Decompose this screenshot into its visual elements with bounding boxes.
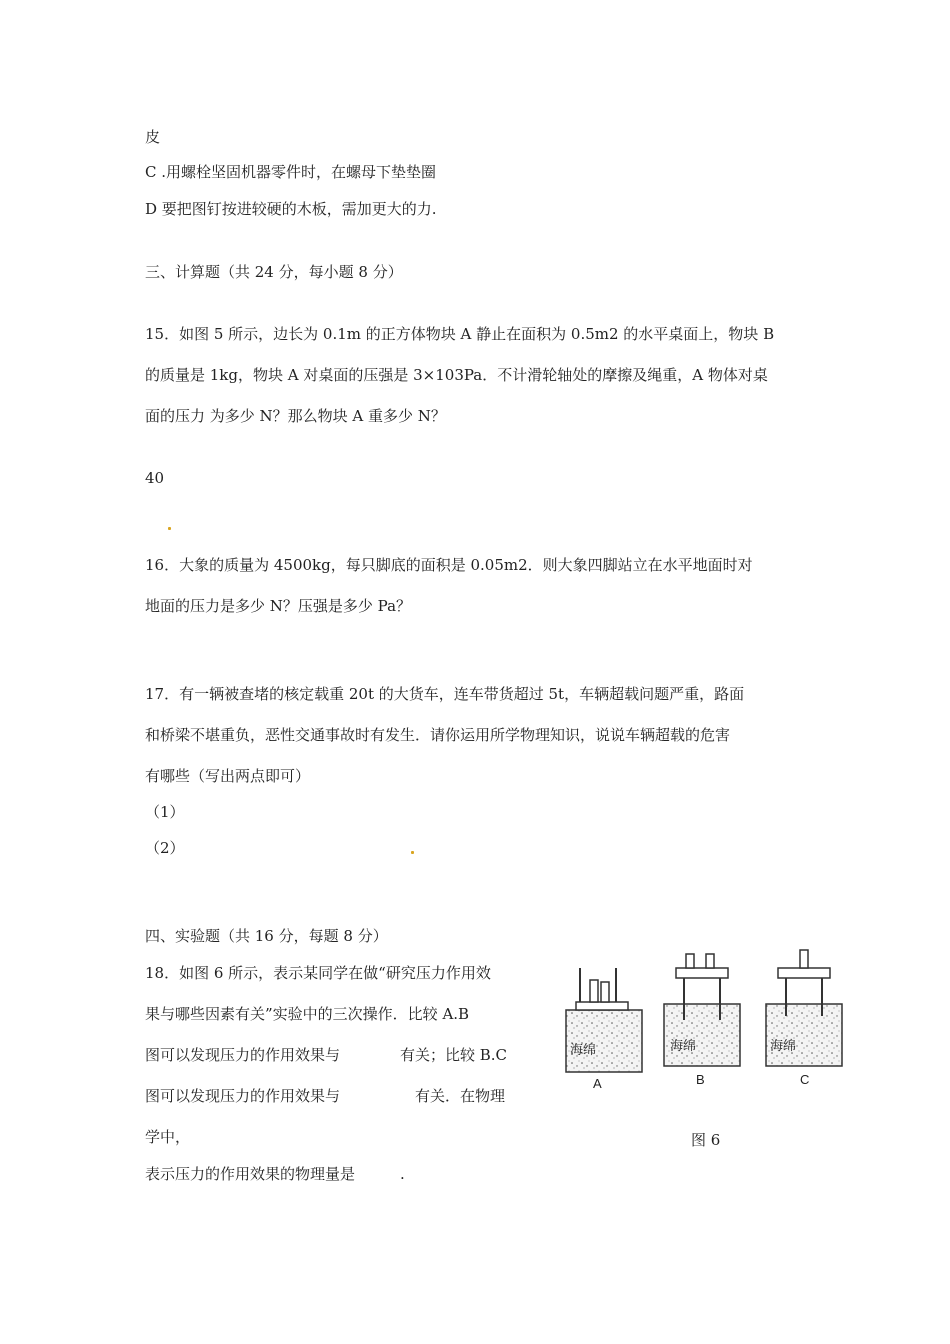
text-line: 学中，: [145, 1128, 191, 1146]
weight-icon: [800, 950, 808, 968]
question-18: 18．如图 6 所示，表示某同学在做“研究压力作用效: [145, 964, 491, 982]
weight-icon: [590, 980, 598, 1002]
setup-b: [664, 954, 740, 1087]
text-line: 地面的压力是多少 N？压强是多少 Pa？: [145, 597, 412, 615]
speck: [168, 527, 171, 530]
setup-a: [566, 968, 642, 1090]
question-17: 17．有一辆被查堵的核定载重 20t 的大货车，连车带货超过 5t，车辆超载问题严重，路面: [145, 685, 745, 703]
answer-text: 40: [145, 469, 165, 487]
weight-icon: [706, 954, 714, 968]
table-top-c: [778, 968, 830, 978]
sponge-c: [766, 1004, 842, 1066]
text-line: 面的压力 为多少 N？那么物块 A 重多少 N？: [145, 407, 446, 425]
label-c: C: [800, 1072, 810, 1087]
figure-6-diagram: [560, 940, 860, 1090]
text-line: 和桥梁不堪重负，恶性交通事故时有发生．请你运用所学物理知识，说说车辆超载的危害: [145, 726, 731, 744]
text-line: 果与哪些因素有关”实验中的三次操作．比较 A.B: [145, 1005, 470, 1023]
figure-caption: 图 6: [691, 1131, 721, 1149]
section-heading: 三、计算题（共 24 分，每小题 8 分）: [145, 263, 403, 281]
question-15: 15．如图 5 所示，边长为 0.1m 的正方体物块 A 静止在面积为 0.5m2 的水平桌面上，物块 B: [145, 325, 775, 343]
section-heading: 四、实验题（共 16 分，每题 8 分）: [145, 927, 388, 945]
sponge-label: 海绵: [670, 1038, 697, 1053]
weight-icon: [686, 954, 694, 968]
answer-item-2: （2）: [145, 839, 185, 857]
sponge-a: [566, 1010, 642, 1072]
text-line: 皮: [145, 128, 161, 146]
label-a: A: [593, 1076, 602, 1090]
text-line: D 要把图钉按进较硬的木板，需加更大的力.: [145, 200, 437, 218]
sponge-b: [664, 1004, 740, 1066]
text-line: C .用螺栓坚固机器零件时，在螺母下垫垫圈: [145, 163, 437, 181]
text-line: 的质量是 1kg，物块 A 对桌面的压强是 3×103Pa．不计滑轮轴处的摩擦及绳重，A 物体对桌: [145, 366, 768, 384]
text-line: 图可以发现压力的作用效果与 有关；比较 B.C: [145, 1046, 508, 1064]
table-top-b: [676, 968, 728, 978]
text-line: 图可以发现压力的作用效果与 有关．在物理: [145, 1087, 506, 1105]
sponge-label: 海绵: [570, 1042, 597, 1057]
table-top-a: [576, 1002, 628, 1010]
text-line: 表示压力的作用效果的物理量是 .: [145, 1165, 405, 1183]
sponge-label: 海绵: [770, 1038, 797, 1053]
answer-item-1: （1）: [145, 803, 185, 821]
label-b: B: [696, 1072, 705, 1087]
speck: [411, 851, 414, 854]
question-16: 16．大象的质量为 4500kg，每只脚底的面积是 0.05m2．则大象四脚站立在水平地面时对: [145, 556, 753, 574]
weight-icon: [601, 982, 609, 1002]
text-line: 有哪些（写出两点即可）: [145, 767, 311, 785]
setup-c: [766, 950, 842, 1087]
